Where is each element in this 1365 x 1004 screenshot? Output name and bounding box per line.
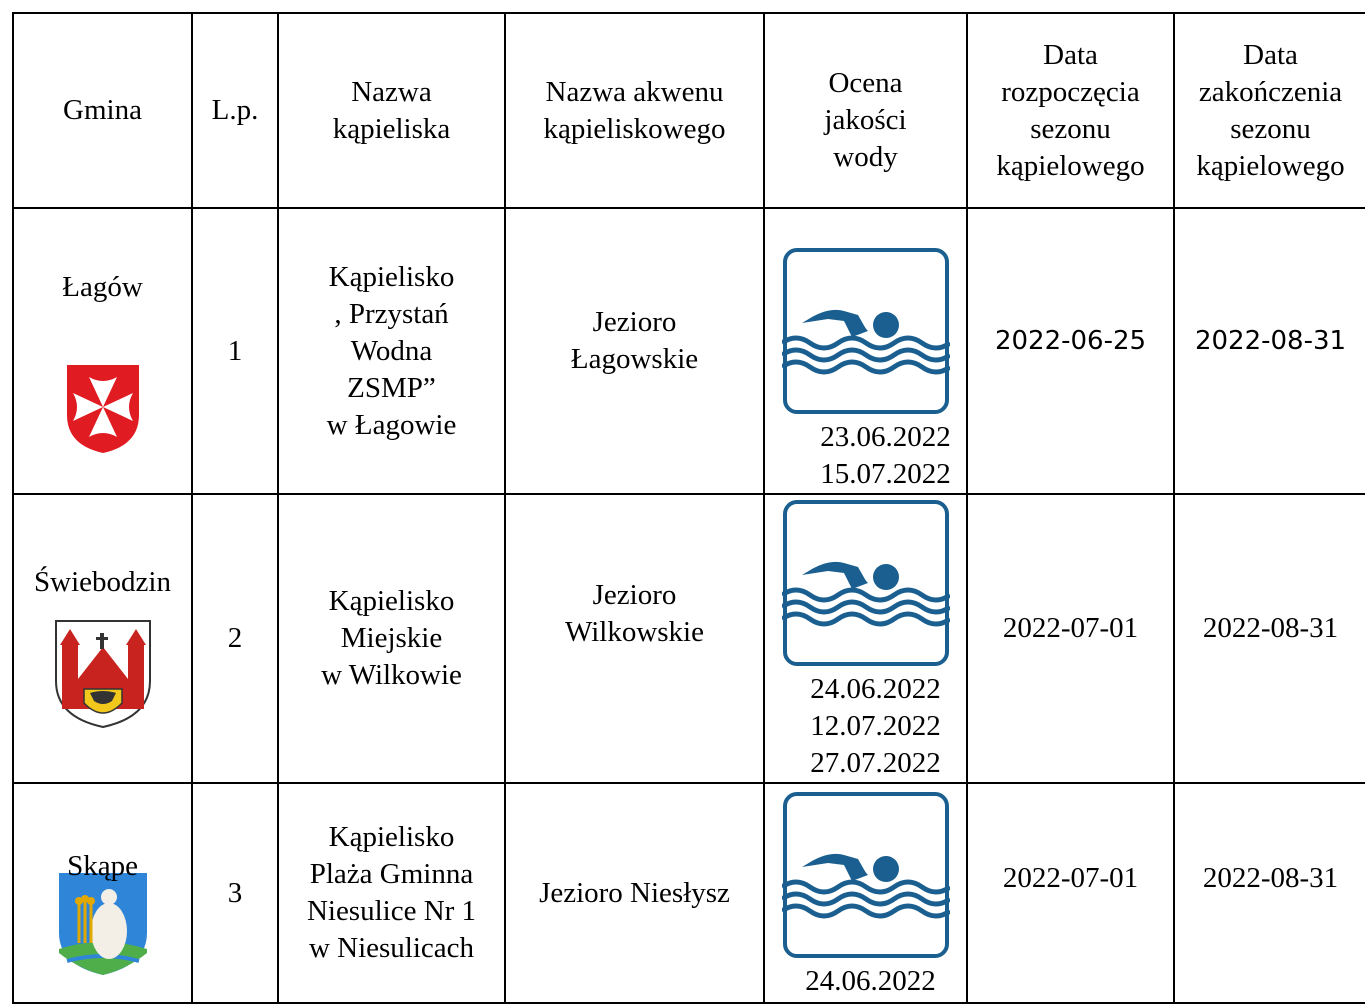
header-row xyxy=(13,13,1365,208)
end-date-cell: 2022-08-31 xyxy=(1174,494,1365,783)
gmina-cell xyxy=(13,494,192,783)
header-data-rozpoczecia: Data rozpoczęcia sezonu kąpielowego xyxy=(967,13,1174,208)
ocena-cell xyxy=(764,494,967,783)
swimmer-icon xyxy=(782,247,950,415)
kapielisko-cell: Kąpielisko Miejskie w Wilkowie xyxy=(278,494,505,783)
gmina-name: Skąpe xyxy=(67,849,138,882)
header-nazwa-akwenu: Nazwa akwenu kąpieliskowego xyxy=(505,13,764,208)
akwen-cell: Jezioro Łagowskie xyxy=(505,208,764,494)
header-lp: L.p. xyxy=(192,13,278,208)
coat-of-arms-lagow-icon xyxy=(65,363,141,455)
start-date-cell: 2022-07-01 xyxy=(967,494,1174,783)
coat-of-arms-skape-icon xyxy=(57,871,149,977)
ocena-dates: 24.06.2022 xyxy=(805,964,936,997)
gmina-cell xyxy=(13,208,192,494)
ocena-dates: 23.06.2022 15.07.2022 xyxy=(820,421,951,490)
kapielisko-cell: Kąpielisko , Przystań Wodna ZSMP” w Łagowie xyxy=(278,208,505,494)
lp-cell: 1 xyxy=(192,208,278,494)
header-gmina: Gmina xyxy=(13,13,192,208)
gmina-name: Łagów xyxy=(62,271,143,303)
ocena-dates: 24.06.2022 12.07.2022 27.07.2022 xyxy=(810,673,941,779)
swimmer-icon xyxy=(782,791,950,959)
gmina-name: Świebodzin xyxy=(34,566,171,598)
table-row xyxy=(13,208,1365,494)
akwen-cell: Jezioro Niesłysz xyxy=(505,783,764,1003)
start-date-cell: 2022-06-25 xyxy=(967,208,1174,494)
header-data-zakonczenia: Data zakończenia sezonu kąpielowego xyxy=(1174,13,1365,208)
table-row xyxy=(13,783,1365,1003)
bathing-sites-table xyxy=(12,12,1365,1004)
lp-cell: 3 xyxy=(192,783,278,1003)
swimmer-icon xyxy=(782,499,950,667)
end-date-cell: 2022-08-31 xyxy=(1174,208,1365,494)
coat-of-arms-swiebodzin-icon xyxy=(54,619,152,729)
akwen-cell: Jezioro Wilkowskie xyxy=(505,494,764,783)
lp-cell: 2 xyxy=(192,494,278,783)
end-date-cell: 2022-08-31 xyxy=(1174,783,1365,1003)
start-date-cell: 2022-07-01 xyxy=(967,783,1174,1003)
ocena-cell xyxy=(764,208,967,494)
header-ocena: Ocena jakości wody xyxy=(764,13,967,208)
kapielisko-cell: Kąpielisko Plaża Gminna Niesulice Nr 1 w Niesulicach xyxy=(278,783,505,1003)
ocena-cell xyxy=(764,783,967,1003)
table-row xyxy=(13,494,1365,783)
header-nazwa-kapieliska: Nazwa kąpieliska xyxy=(278,13,505,208)
gmina-cell xyxy=(13,783,192,1003)
